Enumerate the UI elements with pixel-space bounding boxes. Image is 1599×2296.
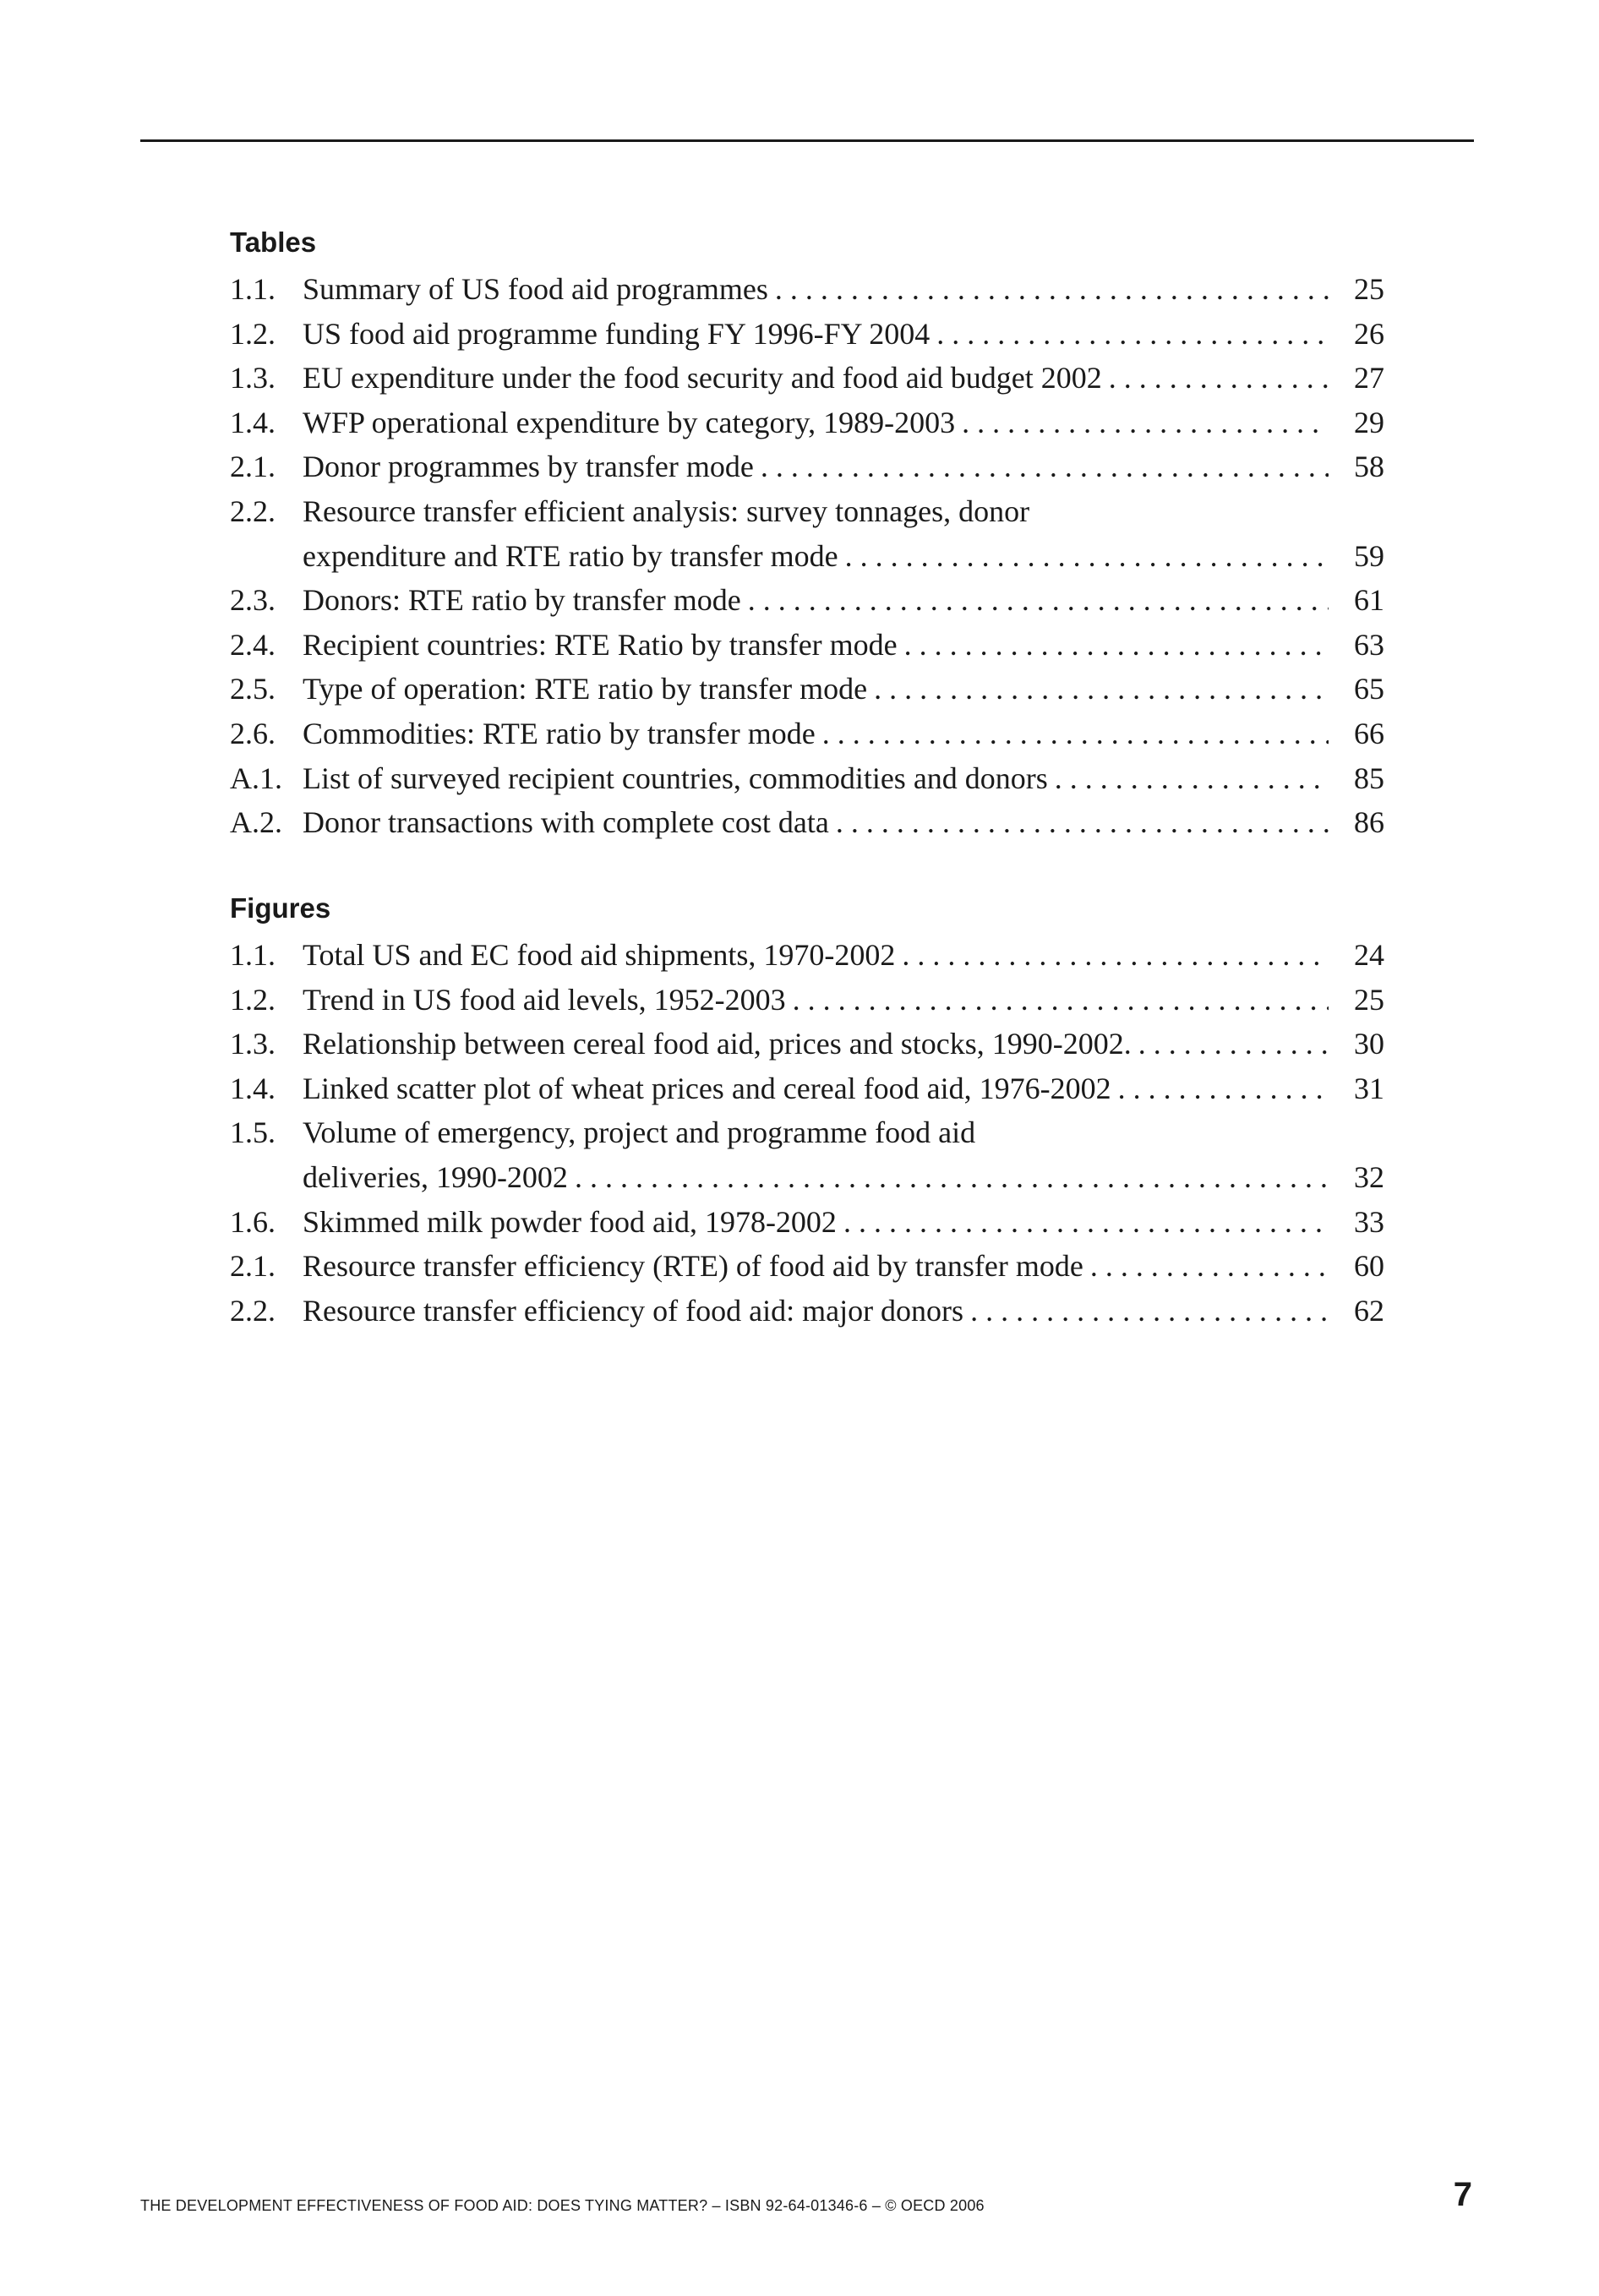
- entry-line: [303, 578, 1384, 623]
- toc-entry[interactable]: [230, 667, 1384, 712]
- entry-body: [303, 267, 1384, 312]
- entry-number: 2.6.: [230, 716, 276, 750]
- entry-title: deliveries, 1990-2002: [303, 1159, 568, 1194]
- dot-leader: [1109, 356, 1329, 401]
- dot-leader: [970, 1289, 1329, 1333]
- entry-line: [303, 1289, 1384, 1333]
- entry-line: [303, 1110, 1384, 1155]
- entry-body: [303, 401, 1384, 445]
- dot-leader: [793, 978, 1329, 1023]
- figures-list: [230, 933, 1384, 1333]
- entry-page: 25: [1354, 272, 1384, 306]
- dot-leader: [902, 933, 1329, 978]
- entry-page: 25: [1354, 982, 1384, 1017]
- toc-entry[interactable]: [230, 401, 1384, 445]
- entry-number: 1.3.: [230, 1027, 276, 1061]
- page-number: 7: [1453, 2176, 1472, 2213]
- entry-line: [303, 401, 1384, 445]
- figures-heading: Figures: [230, 892, 331, 924]
- entry-line: [303, 1155, 1384, 1200]
- entry-line: [303, 1022, 1384, 1066]
- entry-number: 2.1.: [230, 450, 276, 484]
- entry-page: 60: [1354, 1249, 1384, 1284]
- entry-body: [303, 489, 1384, 578]
- entry-line: [303, 800, 1384, 845]
- entry-title: Donor transactions with complete cost data: [303, 805, 829, 840]
- toc-entry[interactable]: [230, 489, 1384, 578]
- tables-section: [230, 221, 1384, 845]
- entry-body: [303, 756, 1384, 801]
- toc-entry[interactable]: [230, 978, 1384, 1023]
- entry-body: [303, 623, 1384, 668]
- toc-entry[interactable]: [230, 800, 1384, 845]
- entry-body: [303, 578, 1384, 623]
- entry-page: 27: [1354, 361, 1384, 395]
- entry-page: 59: [1354, 538, 1384, 573]
- dot-leader: [775, 267, 1329, 312]
- entry-line: [303, 312, 1384, 357]
- entry-page: 63: [1354, 627, 1384, 662]
- entry-title: Commodities: RTE ratio by transfer mode: [303, 716, 816, 750]
- dot-leader: [575, 1155, 1329, 1200]
- toc-entry[interactable]: [230, 756, 1384, 801]
- entry-title: Resource transfer efficient analysis: survey tonnages, donor: [303, 494, 1030, 528]
- entry-body: [303, 1289, 1384, 1333]
- entry-page: 24: [1354, 938, 1384, 972]
- entry-page: 61: [1354, 583, 1384, 618]
- toc-entry[interactable]: [230, 1200, 1384, 1245]
- toc-entry[interactable]: [230, 312, 1384, 357]
- entry-title: Trend in US food aid levels, 1952-2003: [303, 982, 786, 1017]
- entry-page: 30: [1354, 1027, 1384, 1061]
- tables-heading: Tables: [230, 226, 317, 258]
- entry-line: [303, 623, 1384, 668]
- entry-body: [303, 444, 1384, 489]
- entry-number: 1.5.: [230, 1115, 276, 1150]
- entry-number: 1.6.: [230, 1204, 276, 1239]
- entry-page: 33: [1354, 1204, 1384, 1239]
- toc-entry[interactable]: [230, 1244, 1384, 1289]
- entry-title: Total US and EC food aid shipments, 1970-2002: [303, 938, 896, 972]
- entry-body: [303, 312, 1384, 357]
- entry-line: [303, 712, 1384, 756]
- entry-line: [303, 489, 1384, 534]
- toc-entry[interactable]: [230, 712, 1384, 756]
- entry-title: Resource transfer efficiency of food aid: major donors: [303, 1293, 964, 1328]
- entry-body: [303, 800, 1384, 845]
- entry-title: expenditure and RTE ratio by transfer mode: [303, 538, 838, 573]
- toc-entry[interactable]: [230, 356, 1384, 401]
- entry-body: [303, 356, 1384, 401]
- entry-page: 58: [1354, 450, 1384, 484]
- entry-title: Type of operation: RTE ratio by transfer mode: [303, 672, 868, 706]
- entry-number: 2.3.: [230, 583, 276, 618]
- entry-page: 31: [1354, 1071, 1384, 1105]
- entry-body: [303, 667, 1384, 712]
- dot-leader: [748, 578, 1329, 623]
- dot-leader: [836, 800, 1329, 845]
- entry-title: Summary of US food aid programmes: [303, 272, 768, 306]
- entry-line: [303, 534, 1384, 579]
- entry-title: Skimmed milk powder food aid, 1978-2002: [303, 1204, 837, 1239]
- entry-title: Linked scatter plot of wheat prices and cereal food aid, 1976-2002: [303, 1071, 1111, 1105]
- entry-title: Donor programmes by transfer mode: [303, 450, 754, 484]
- entry-line: [303, 756, 1384, 801]
- entry-line: [303, 1200, 1384, 1245]
- entry-body: [303, 1066, 1384, 1111]
- toc-entry[interactable]: [230, 933, 1384, 978]
- entry-number: 1.1.: [230, 938, 276, 972]
- toc-entry[interactable]: [230, 1289, 1384, 1333]
- toc-entry[interactable]: [230, 444, 1384, 489]
- entry-page: 32: [1354, 1159, 1384, 1194]
- entry-page: 65: [1354, 672, 1384, 706]
- dot-leader: [1090, 1244, 1329, 1289]
- entry-body: [303, 1022, 1384, 1066]
- entry-number: 2.4.: [230, 627, 276, 662]
- entry-number: 1.4.: [230, 405, 276, 439]
- dot-leader: [761, 444, 1329, 489]
- dot-leader: [1055, 756, 1329, 801]
- dot-leader: [843, 1200, 1329, 1245]
- tables-list: [230, 267, 1384, 845]
- entry-page: 29: [1354, 405, 1384, 439]
- entry-number: A.2.: [230, 805, 282, 840]
- entry-title: US food aid programme funding FY 1996-FY 2004: [303, 316, 930, 351]
- entry-title: Volume of emergency, project and programme food aid: [303, 1115, 976, 1150]
- entry-body: [303, 933, 1384, 978]
- toc-entry[interactable]: [230, 267, 1384, 312]
- entry-page: 66: [1354, 716, 1384, 750]
- entry-number: 1.3.: [230, 361, 276, 395]
- top-rule: [140, 139, 1474, 142]
- entry-line: [303, 1066, 1384, 1111]
- dot-leader: [874, 667, 1329, 712]
- entry-number: 1.2.: [230, 982, 276, 1017]
- entry-page: 85: [1354, 761, 1384, 795]
- entry-number: 2.2.: [230, 494, 276, 528]
- entry-number: 1.2.: [230, 316, 276, 351]
- entry-number: 2.2.: [230, 1293, 276, 1328]
- dot-leader: [1138, 1022, 1329, 1066]
- entry-page: 26: [1354, 316, 1384, 351]
- figures-section: [230, 887, 1384, 1333]
- entry-body: [303, 712, 1384, 756]
- footer-text: THE DEVELOPMENT EFFECTIVENESS OF FOOD AID: DOES TYING MATTER? – ISBN 92-64-01346-6 – © OECD 2006: [140, 2197, 985, 2214]
- toc-entry[interactable]: [230, 578, 1384, 623]
- toc-entry[interactable]: [230, 1110, 1384, 1199]
- entry-line: [303, 933, 1384, 978]
- entry-line: [303, 444, 1384, 489]
- entry-number: 2.1.: [230, 1249, 276, 1284]
- entry-line: [303, 1244, 1384, 1289]
- entry-body: [303, 1110, 1384, 1199]
- entry-number: A.1.: [230, 761, 282, 795]
- toc-entry[interactable]: [230, 1066, 1384, 1111]
- toc-entry[interactable]: [230, 1022, 1384, 1066]
- entry-title: Resource transfer efficiency (RTE) of food aid by transfer mode: [303, 1249, 1083, 1284]
- entry-title: EU expenditure under the food security and food aid budget 2002: [303, 361, 1102, 395]
- dot-leader: [822, 712, 1329, 756]
- entry-number: 1.4.: [230, 1071, 276, 1105]
- dot-leader: [1118, 1066, 1329, 1111]
- entry-title: WFP operational expenditure by category, 1989-2003: [303, 405, 956, 439]
- toc-entry[interactable]: [230, 623, 1384, 668]
- entry-page: 86: [1354, 805, 1384, 840]
- entry-page: 62: [1354, 1293, 1384, 1328]
- entry-body: [303, 1200, 1384, 1245]
- entry-line: [303, 267, 1384, 312]
- entry-number: 2.5.: [230, 672, 276, 706]
- dot-leader: [904, 623, 1329, 668]
- dot-leader: [936, 312, 1329, 357]
- entry-title: Recipient countries: RTE Ratio by transfer mode: [303, 627, 898, 662]
- dot-leader: [962, 401, 1329, 445]
- entry-body: [303, 978, 1384, 1023]
- entry-title: Donors: RTE ratio by transfer mode: [303, 583, 741, 618]
- entry-body: [303, 1244, 1384, 1289]
- dot-leader: [845, 534, 1329, 579]
- entry-number: 1.1.: [230, 272, 276, 306]
- entry-title: List of surveyed recipient countries, commodities and donors: [303, 761, 1048, 795]
- entry-line: [303, 667, 1384, 712]
- entry-title: Relationship between cereal food aid, prices and stocks, 1990-2002.: [303, 1027, 1132, 1061]
- entry-line: [303, 356, 1384, 401]
- entry-line: [303, 978, 1384, 1023]
